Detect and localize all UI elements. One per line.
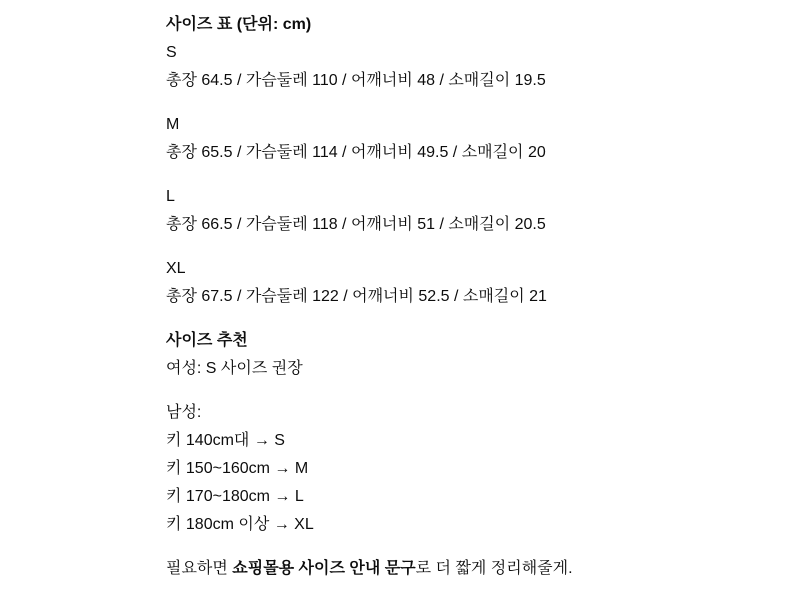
size-label-xl: XL — [166, 260, 186, 277]
size-entry-m — [166, 111, 634, 167]
closing-note-bold: 쇼핑몰용 사이즈 안내 문구 — [232, 560, 416, 577]
size-entry-l — [166, 183, 634, 239]
size-label-s: S — [166, 44, 177, 61]
closing-note-suffix: 로 더 짧게 정리해줄게. — [415, 560, 573, 577]
size-specs-l: 총장 66.5 / 가슴둘레 118 / 어깨너비 51 / 소매길이 20.5 — [166, 216, 546, 233]
size-specs-s: 총장 64.5 / 가슴둘레 110 / 어깨너비 48 / 소매길이 19.5 — [166, 72, 546, 89]
size-specs-m: 총장 65.5 / 가슴둘레 114 / 어깨너비 49.5 / 소매길이 20 — [166, 144, 546, 161]
men-rule-xl: 키 180cm 이상 → XL — [166, 516, 314, 533]
men-recommendation-section — [166, 399, 634, 539]
size-recommendation-section — [166, 327, 634, 383]
men-rule-l: 키 170~180cm → L — [166, 488, 304, 505]
size-table-heading: 사이즈 표 (단위: cm) — [166, 16, 312, 33]
size-label-l: L — [166, 188, 175, 205]
size-label-m: M — [166, 116, 180, 133]
size-recommendation-heading: 사이즈 추천 — [166, 332, 248, 349]
size-table-section — [166, 11, 634, 95]
closing-note-line — [166, 555, 634, 583]
men-rule-m: 키 150~160cm → M — [166, 460, 309, 477]
closing-note-prefix: 필요하면 — [166, 560, 233, 577]
size-entry-xl — [166, 255, 634, 311]
women-recommendation: 여성: S 사이즈 권장 — [166, 360, 303, 377]
men-heading: 남성: — [166, 404, 202, 421]
men-rule-s: 키 140cm대 → S — [166, 432, 285, 449]
size-specs-xl: 총장 67.5 / 가슴둘레 122 / 어깨너비 52.5 / 소매길이 21 — [166, 288, 547, 305]
closing-note — [166, 555, 634, 583]
size-info-document — [166, 0, 634, 583]
